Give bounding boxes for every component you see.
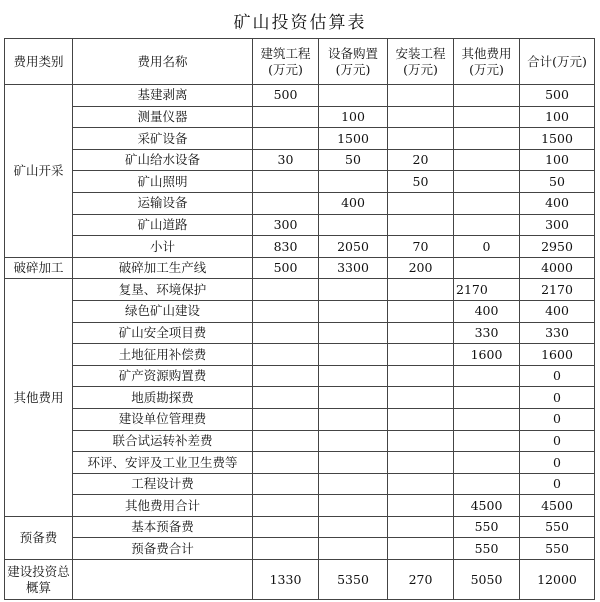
item-name: 小计	[73, 236, 253, 258]
installation-cell	[388, 408, 454, 430]
other-cell	[454, 149, 520, 171]
construction-cell	[253, 322, 319, 344]
header-other	[454, 39, 520, 85]
installation-cell	[388, 106, 454, 128]
installation-cell: 200	[388, 257, 454, 279]
installation-cell	[388, 214, 454, 236]
item-name: 矿产资源购置费	[73, 365, 253, 387]
header-installation	[388, 39, 454, 85]
total-cell: 300	[520, 214, 595, 236]
equipment-cell	[319, 214, 388, 236]
investment-estimate-table	[4, 38, 595, 600]
total-cell: 550	[520, 516, 595, 538]
item-name: 复垦、环境保护	[73, 279, 253, 301]
table-row	[5, 430, 595, 452]
total-cell: 12000	[520, 560, 595, 600]
equipment-cell	[319, 452, 388, 474]
total-cell: 1500	[520, 128, 595, 150]
header-name: 费用名称	[73, 39, 253, 85]
table-row	[5, 387, 595, 409]
total-cell: 400	[520, 192, 595, 214]
table-row	[5, 495, 595, 517]
equipment-cell	[319, 538, 388, 560]
category-cell: 破碎加工	[5, 257, 73, 279]
construction-cell	[253, 344, 319, 366]
header-other-line1: 其他费用	[461, 45, 512, 61]
other-cell	[454, 430, 520, 452]
equipment-cell	[319, 279, 388, 301]
construction-cell	[253, 279, 319, 301]
total-cell: 500	[520, 85, 595, 107]
installation-cell: 20	[388, 149, 454, 171]
other-cell	[454, 128, 520, 150]
other-cell	[454, 365, 520, 387]
equipment-cell	[319, 344, 388, 366]
equipment-cell	[319, 300, 388, 322]
other-cell	[454, 473, 520, 495]
construction-cell	[253, 300, 319, 322]
equipment-cell: 50	[319, 149, 388, 171]
equipment-cell: 5350	[319, 560, 388, 600]
header-category: 费用类别	[5, 39, 73, 85]
table-row	[5, 171, 595, 193]
table-row	[5, 214, 595, 236]
equipment-cell	[319, 495, 388, 517]
installation-cell: 50	[388, 171, 454, 193]
item-name: 工程设计费	[73, 473, 253, 495]
table-row	[5, 344, 595, 366]
construction-cell	[253, 387, 319, 409]
category-cell: 其他费用	[5, 279, 73, 517]
installation-cell	[388, 279, 454, 301]
equipment-cell: 3300	[319, 257, 388, 279]
item-name	[73, 560, 253, 600]
item-name: 预备费合计	[73, 538, 253, 560]
item-name: 矿山道路	[73, 214, 253, 236]
total-cell: 50	[520, 171, 595, 193]
total-cell: 2950	[520, 236, 595, 258]
table-row	[5, 149, 595, 171]
table-row	[5, 516, 595, 538]
other-cell: 2170	[454, 279, 520, 301]
installation-cell	[388, 473, 454, 495]
equipment-cell: 400	[319, 192, 388, 214]
equipment-cell	[319, 85, 388, 107]
other-cell	[454, 106, 520, 128]
total-cell: 0	[520, 365, 595, 387]
other-cell	[454, 192, 520, 214]
table-row	[5, 257, 595, 279]
table-row	[5, 128, 595, 150]
construction-cell	[253, 365, 319, 387]
item-name: 测量仪器	[73, 106, 253, 128]
table-row	[5, 279, 595, 301]
table-row	[5, 538, 595, 560]
total-cell: 0	[520, 387, 595, 409]
total-cell: 0	[520, 408, 595, 430]
header-equipment	[319, 39, 388, 85]
installation-cell	[388, 85, 454, 107]
equipment-cell	[319, 516, 388, 538]
item-name: 土地征用补偿费	[73, 344, 253, 366]
header-equipment-line2: (万元)	[335, 61, 371, 77]
construction-cell	[253, 106, 319, 128]
other-cell: 550	[454, 538, 520, 560]
construction-cell	[253, 516, 319, 538]
header-row	[5, 39, 595, 85]
other-cell	[454, 85, 520, 107]
table-row	[5, 322, 595, 344]
item-name: 联合试运转补差费	[73, 430, 253, 452]
other-cell: 400	[454, 300, 520, 322]
table-row	[5, 408, 595, 430]
installation-cell	[388, 128, 454, 150]
table-row	[5, 365, 595, 387]
construction-cell: 500	[253, 85, 319, 107]
installation-cell	[388, 344, 454, 366]
equipment-cell	[319, 408, 388, 430]
other-cell	[454, 387, 520, 409]
grand-total-row	[5, 560, 595, 600]
other-cell	[454, 171, 520, 193]
construction-cell	[253, 192, 319, 214]
equipment-cell	[319, 430, 388, 452]
total-cell: 1600	[520, 344, 595, 366]
installation-cell	[388, 387, 454, 409]
total-cell: 2170	[520, 279, 595, 301]
installation-cell: 270	[388, 560, 454, 600]
other-cell	[454, 408, 520, 430]
header-installation-line1: 安装工程	[395, 45, 446, 61]
table-row	[5, 300, 595, 322]
item-name: 运输设备	[73, 192, 253, 214]
equipment-cell	[319, 473, 388, 495]
equipment-cell	[319, 322, 388, 344]
item-name: 基本预备费	[73, 516, 253, 538]
header-total: 合计(万元)	[520, 39, 595, 85]
construction-cell	[253, 171, 319, 193]
other-cell: 550	[454, 516, 520, 538]
item-name: 地质勘探费	[73, 387, 253, 409]
installation-cell	[388, 452, 454, 474]
total-cell: 0	[520, 430, 595, 452]
table-row	[5, 106, 595, 128]
item-name: 矿山照明	[73, 171, 253, 193]
other-cell: 4500	[454, 495, 520, 517]
table-row	[5, 192, 595, 214]
total-cell: 400	[520, 300, 595, 322]
construction-cell: 30	[253, 149, 319, 171]
construction-cell: 300	[253, 214, 319, 236]
table-row	[5, 236, 595, 258]
header-construction-line1: 建筑工程	[260, 45, 311, 61]
total-cell: 4000	[520, 257, 595, 279]
header-equipment-line1: 设备购置	[327, 45, 378, 61]
header-construction-line2: (万元)	[268, 61, 303, 77]
item-name: 基建剥离	[73, 85, 253, 107]
category-cell: 预备费	[5, 516, 73, 559]
installation-cell	[388, 516, 454, 538]
other-cell: 1600	[454, 344, 520, 366]
installation-cell: 70	[388, 236, 454, 258]
construction-cell	[253, 473, 319, 495]
other-cell	[454, 257, 520, 279]
item-name: 矿山给水设备	[73, 149, 253, 171]
installation-cell	[388, 365, 454, 387]
other-cell: 0	[454, 236, 520, 258]
total-cell: 100	[520, 106, 595, 128]
item-name: 环评、安评及工业卫生费等	[73, 452, 253, 474]
equipment-cell: 1500	[319, 128, 388, 150]
installation-cell	[388, 538, 454, 560]
construction-cell: 500	[253, 257, 319, 279]
table-row	[5, 452, 595, 474]
equipment-cell: 2050	[319, 236, 388, 258]
construction-cell	[253, 430, 319, 452]
construction-cell	[253, 452, 319, 474]
construction-cell	[253, 495, 319, 517]
table-row	[5, 85, 595, 107]
installation-cell	[388, 192, 454, 214]
total-cell: 0	[520, 452, 595, 474]
construction-cell	[253, 408, 319, 430]
item-name: 绿色矿山建设	[73, 300, 253, 322]
equipment-cell: 100	[319, 106, 388, 128]
total-cell: 4500	[520, 495, 595, 517]
header-other-line2: (万元)	[469, 61, 504, 77]
other-cell: 330	[454, 322, 520, 344]
table-title: 矿山投资估算表	[233, 13, 367, 33]
installation-cell	[388, 322, 454, 344]
installation-cell	[388, 495, 454, 517]
equipment-cell	[319, 171, 388, 193]
table-row	[5, 473, 595, 495]
total-cell: 0	[520, 473, 595, 495]
header-installation-line2: (万元)	[403, 61, 438, 77]
category-cell: 矿山开采	[5, 85, 73, 258]
installation-cell	[388, 300, 454, 322]
construction-cell: 1330	[253, 560, 319, 600]
construction-cell	[253, 538, 319, 560]
item-name: 建设单位管理费	[73, 408, 253, 430]
construction-cell	[253, 128, 319, 150]
header-construction	[253, 39, 319, 85]
total-cell: 550	[520, 538, 595, 560]
category-cell: 建设投资总概算	[5, 560, 73, 600]
item-name: 破碎加工生产线	[73, 257, 253, 279]
installation-cell	[388, 430, 454, 452]
total-cell: 100	[520, 149, 595, 171]
other-cell: 5050	[454, 560, 520, 600]
equipment-cell	[319, 365, 388, 387]
other-cell	[454, 452, 520, 474]
item-name: 采矿设备	[73, 128, 253, 150]
item-name: 其他费用合计	[73, 495, 253, 517]
construction-cell: 830	[253, 236, 319, 258]
total-cell: 330	[520, 322, 595, 344]
other-cell	[454, 214, 520, 236]
equipment-cell	[319, 387, 388, 409]
item-name: 矿山安全项目费	[73, 322, 253, 344]
